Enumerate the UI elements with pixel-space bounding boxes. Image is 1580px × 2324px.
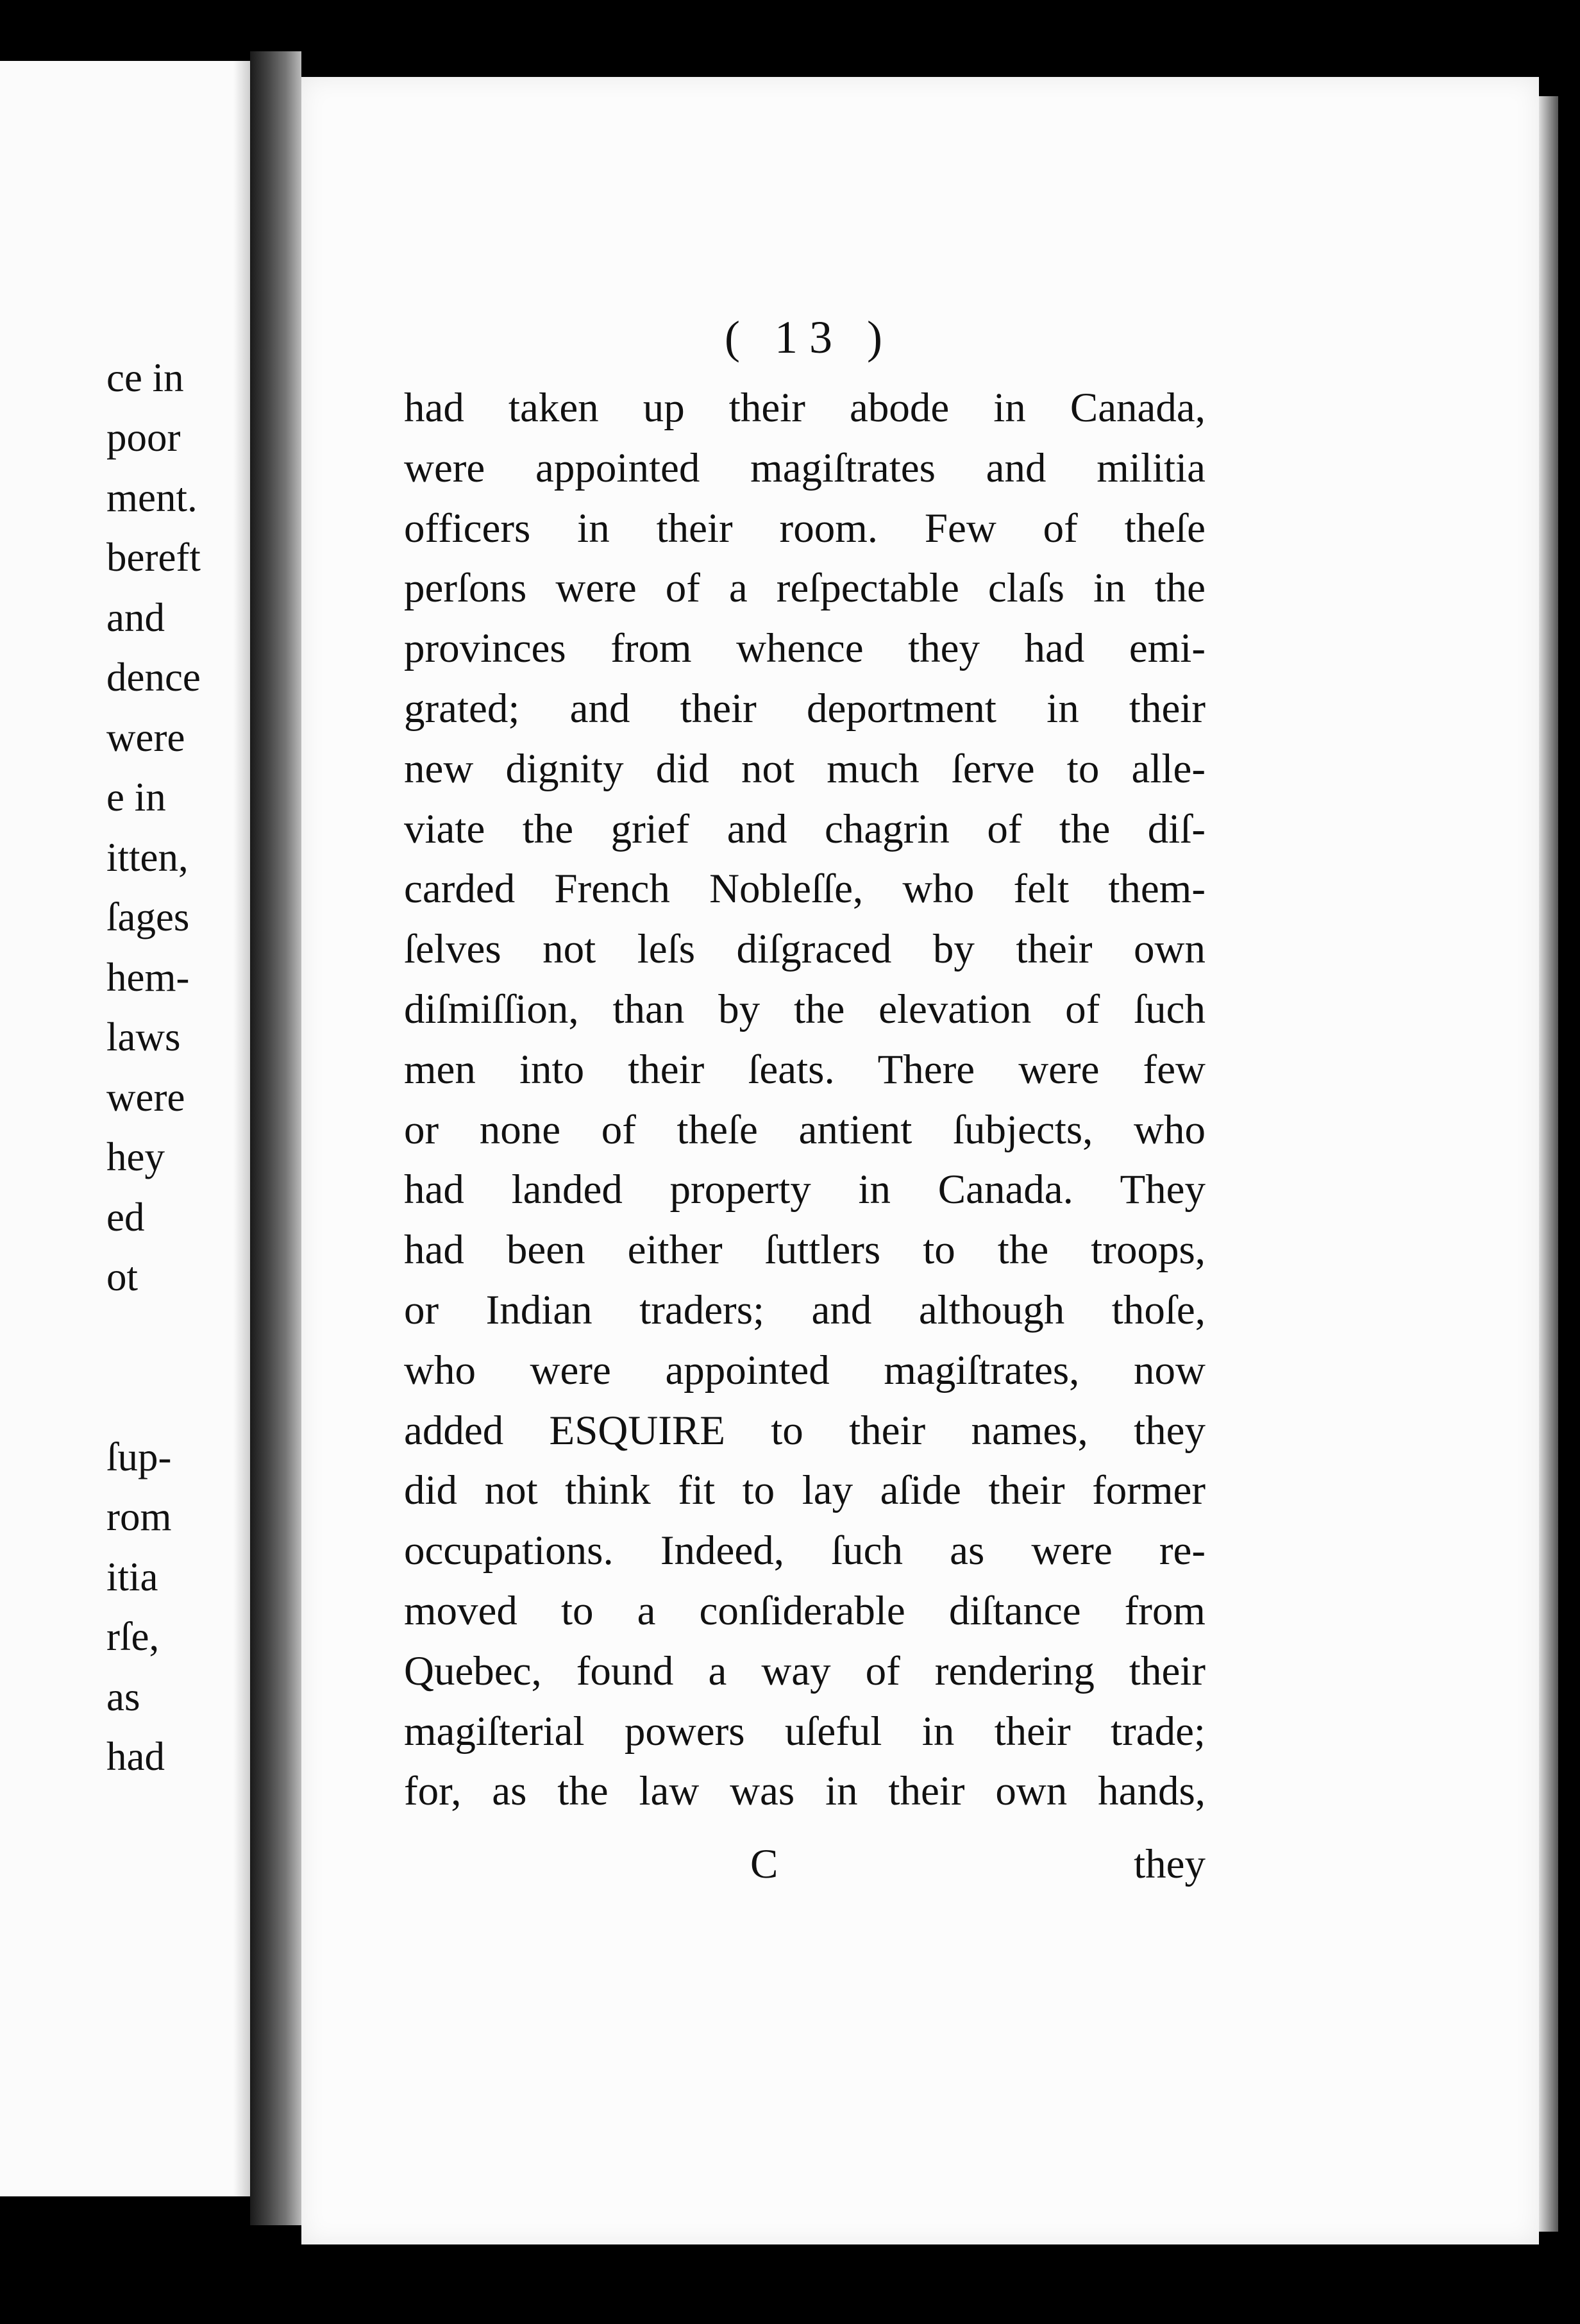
text-line: provinces from whence they had emi-	[404, 625, 1206, 672]
text-line: grated; and their deportment in their	[404, 685, 1206, 732]
text-line: diſmiſſion, than by the elevation of ſuch	[404, 986, 1206, 1032]
facing-line: and	[106, 595, 165, 640]
text-line: officers in their room. Few of theſe	[404, 505, 1206, 552]
facing-line: hem-	[106, 955, 190, 1000]
text-line: perſons were of a reſpectable claſs in the	[404, 565, 1206, 612]
text-line: magiſterial powers uſeful in their trade;	[404, 1708, 1206, 1755]
page-shadow	[233, 61, 250, 2196]
scan-bottom-border	[0, 2283, 1580, 2324]
facing-line: were	[106, 715, 185, 760]
text-line: for, as the law was in their own hands,	[404, 1768, 1206, 1815]
facing-line: ſages	[106, 895, 190, 939]
text-line: who were appointed magiſtrates, now	[404, 1347, 1206, 1394]
book-gutter	[250, 51, 301, 2225]
facing-line: as	[106, 1674, 140, 1719]
text-line: viate the grief and chagrin of the diſ-	[404, 805, 1206, 852]
page-footer	[404, 1834, 1206, 1894]
facing-line: ed	[106, 1195, 145, 1240]
catchword: they	[1134, 1841, 1206, 1887]
facing-line: poor	[106, 415, 181, 460]
facing-line: itia	[106, 1554, 158, 1599]
facing-line: laws	[106, 1015, 181, 1059]
facing-line: were	[106, 1075, 185, 1120]
text-line: had been either ſuttlers to the troops,	[404, 1227, 1206, 1274]
text-line: ſelves not leſs diſgraced by their own	[404, 926, 1206, 973]
text-line: men into their ſeats. There were few	[404, 1046, 1206, 1093]
text-line: or Indian traders; and although thoſe,	[404, 1286, 1206, 1333]
body-text	[404, 378, 1206, 1822]
facing-line: ment.	[106, 475, 198, 520]
facing-line: bereft	[106, 535, 201, 580]
page-edge	[1539, 96, 1558, 2232]
text-line: moved to a conſiderable diſtance from	[404, 1587, 1206, 1634]
page-number: ( 13 )	[725, 312, 894, 363]
text-line: occupations. Indeed, ſuch as were re-	[404, 1528, 1206, 1574]
facing-line: rſe,	[106, 1614, 160, 1659]
facing-line: rom	[106, 1494, 172, 1539]
facing-line: itten,	[106, 835, 189, 880]
facing-line: had	[106, 1734, 165, 1779]
text-line: carded French Nobleſſe, who felt them-	[404, 866, 1206, 913]
facing-line: dence	[106, 655, 201, 700]
signature-mark: C	[750, 1841, 778, 1887]
facing-line: ſup-	[106, 1435, 172, 1479]
facing-line: hey	[106, 1134, 165, 1179]
text-line: had taken up their abode in Canada,	[404, 385, 1206, 431]
facing-line: e in	[106, 775, 166, 820]
text-line: new dignity did not much ſerve to alle-	[404, 745, 1206, 792]
facing-line: ot	[106, 1254, 139, 1299]
facing-line: ce in	[106, 355, 184, 400]
text-line: Quebec, found a way of rendering their	[404, 1647, 1206, 1694]
facing-page-fragment	[0, 61, 250, 2196]
text-line: or none of theſe antient ſubjects, who	[404, 1106, 1206, 1153]
text-line: were appointed magiſtrates and militia	[404, 444, 1206, 491]
text-line: did not think fit to lay aſide their former	[404, 1467, 1206, 1514]
text-line: added ESQUIRE to their names, they	[404, 1407, 1206, 1454]
text-line: had landed property in Canada. They	[404, 1166, 1206, 1213]
